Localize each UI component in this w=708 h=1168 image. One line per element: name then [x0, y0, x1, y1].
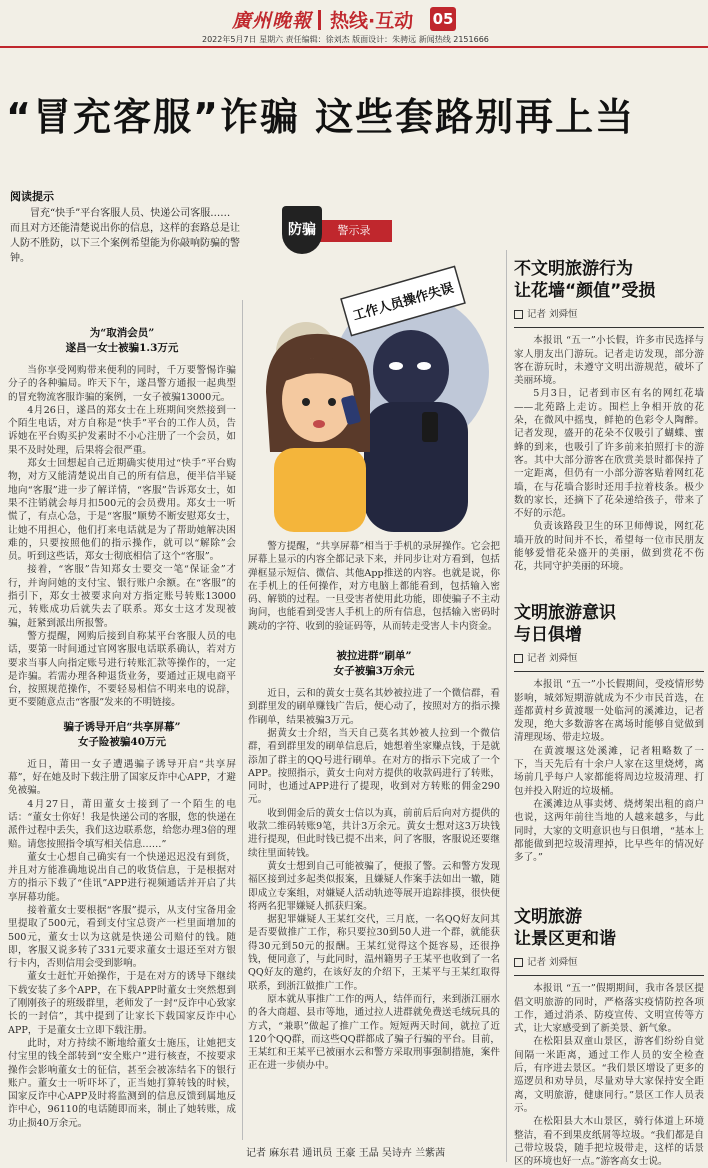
shield-icon: 防骗 — [282, 206, 322, 254]
side-story-title: 文明旅游意识 与日俱增 — [514, 603, 616, 645]
case2-subhead: 骗子诱导开启“共享屏幕” 女子险被骗40万元 — [63, 720, 181, 748]
masthead-meta: 2022年5月7日 星期六 责任编辑：徐刘杰 版面设计：朱骋远 新闻热线 2151666 — [202, 35, 489, 44]
side-story-paragraph: 在溪滩边从事卖烤、烧烤架出租的商户也说，这两年前往当地的人越来越多，与此同时，大家的文明意识也与日俱增，“基本上都能做到把垃圾清理掉，比早些年的情况好多了。” — [514, 798, 704, 864]
side-story-title: 文明旅游 让景区更和谐 — [514, 907, 616, 949]
warning-badge — [282, 206, 402, 258]
side-story-paragraph: 在黄渡堰这处溪滩，记者粗略数了一下，当天先后有十余户人家在这里烧烤，离场前几乎每户人家都能将周边垃圾清理、打包并投入附近的垃圾桶。 — [514, 745, 704, 797]
reading-tip-body: 冒充“快手”平台客服人员、快递公司客服……而且对方还能清楚说出你的信息，这样的套路总是让人防不胜防，以下三个案例希望能为你敲响防骗的警钟。 — [10, 208, 240, 264]
case1-subhead: 为“取消会员” 遂昌一女士被骗1.3万元 — [65, 327, 179, 354]
case2-paragraph: 4月27日，莆田董女士接到了一个陌生的电话：“董女士你好！我是快递公司的客服，您的快递在派件过程中丢失，我们这边联系您，给您办理3倍的理赔。请您按照指令填写相关信息……” — [8, 798, 236, 850]
side-story-reporter — [514, 308, 704, 321]
case3-paragraph: 据黄女士介绍，当天自己莫名其妙被人拉到一个微信群，看到群里发的刷单信息后，她想着坐家赚点钱，于是就添加了群主的QQ号进行刷单。在对方的指示下完成了一个APP。按照指示，黄女士向对方提供的收款码进行了转账，同时，也通过APP进行了提现，收到对方转账的佣金290元。 — [248, 727, 500, 806]
case3-paragraph: 黄女士想到自己可能被骗了，便报了警。云和警方发现福区接到过多起类似报案，且嫌疑人作案手法如出一辙，随即成立专案组，对嫌疑人活动轨迹等展开追踪排摸，很快便将两名犯罪嫌疑人抓获归案。 — [248, 860, 500, 912]
masthead-rule — [0, 46, 708, 48]
reporter-name: 记者 刘舜恒 — [527, 957, 578, 968]
case2-paragraph: 警方提醒，“共享屏幕”相当于手机的录屏操作。它会把屏幕上显示的内容全都记录下来，并同步让对方看到，包括弹框显示短信、微信、其他App推送的内容。也就是说，你在手机上的任何操作，对方电脑上都能看到，包括输入密码、解锁的过程。一旦受害者使用此功能，即使骗子不主动询问，也能看到受害人手机上的所有信息，包括输入密码时跳动的字符、收到的验证码等，从而转走受害人卡内资金。 — [248, 541, 500, 632]
masthead — [0, 0, 708, 44]
title-underline — [514, 975, 704, 976]
case1-paragraph: 警方提醒，网购后接到自称某平台客服人员的电话，要第一时间通过官网客服电话联系确认，若对方要求当事人向指定账号进行转账汇款等操作的，一定是诈骗。若需办理各种退货业务，要通过正规电商平台，按照规范操作，不要轻易相信不明来电的说辞，更不要随意点击“客服”发来的不明链接。 — [8, 630, 236, 709]
case1-paragraph: 当你享受网购带来便利的同时，千万要警惕诈骗分子的各种骗局。昨天下午，遂昌警方通报一起典型的冒充物流客服诈骗的案例，一女子被骗13000元。 — [8, 365, 236, 403]
section-title: 热线·互动 — [330, 10, 414, 32]
side-story-paragraph: 在松阳县大木山景区，骑行体道上环境整洁，看不到果皮纸屑等垃圾。“我们都是自己带垃圾袋，随手把垃圾带走，这样的话景区的环境也好一点。”游客高女士说。 — [514, 1116, 704, 1168]
case3-paragraph: 近日，云和的黄女士莫名其妙被拉进了一个微信群，看到群里发的刷单赚钱广告后，便心动了，按照对方的指示操作刷单，结果被骗3万元。 — [248, 688, 500, 726]
case2-paragraph: 董女士心想自己确实有一个快递迟迟没有到货，并且对方能准确地说出自己的收货信息，于是根据对方的指示下载了“佳讯”APP进行视频通话并开启了共享屏幕功能。 — [8, 851, 236, 903]
case1-paragraph: 接着，“客服”告知郑女士要交一笔“保证金”才行，并询问她的支付宝、银行账户余额。在“客服”的指引下，郑女士被要求向对方指定账号转账13000元，转账成功后就失去了联系。郑女士这才发现被骗，赶紧到派出所报警。 — [8, 564, 236, 629]
side-story-paragraph: 本报讯 “五一”小长假，许多市民选择与家人朋友出门游玩。记者走访发现，部分游客在游玩时，未遵守文明出游规范，破坏了美丽环境。 — [514, 335, 704, 387]
side-story-paragraph: 在松阳县双童山景区，游客们纷纷自觉间隔一米距离，通过工作人员的安全检查后，有序进去景区。“我们景区增设了更多的巡逻员和劝导员，尽量劝导大家保持安全距离，文明旅游，健康同行。”景区工作人员表示。 — [514, 1036, 704, 1114]
reporter-credit: 记者 麻东君 通讯员 王豪 王晶 吴诗卉 兰紫茜 — [246, 1148, 446, 1159]
reporter-name: 记者 刘舜恒 — [527, 309, 578, 320]
sign-text: 工作人员操作失误 — [351, 280, 456, 324]
badge-label: 警示录 — [316, 220, 392, 242]
title-underline — [514, 671, 704, 672]
side-story-reporter — [514, 956, 704, 969]
case3-subhead: 被拉进群“刷单” 女子被骗3万余元 — [333, 650, 415, 678]
side-story-paragraph: 本报讯 “五一”假期期间，我市各景区提倡文明旅游的同时，严格落实疫情防控各项工作，通过消杀、防疫宣传、文明宣传等方式，让大家感受到了新美景、新气象。 — [514, 983, 704, 1035]
column-divider — [242, 300, 243, 1140]
title-underline — [514, 327, 704, 328]
scam-call-illustration — [246, 262, 496, 532]
reporter-box-icon — [514, 310, 523, 319]
case3-paragraph: 原本就从事推广工作的两人，结伴而行，来到浙江丽水的各大商超、县市等地，通过拉人进群就免费送毛绒玩具的方式，“兼职”做起了推广工作。短短两天时间，就拉了近120个QQ群，而这些QQ群都成了骗子行骗的平台。目前，王某红和王某平已被丽水云和警方采取刑事强制措施，案件正在进一步侦办中。 — [248, 993, 500, 1072]
paper-name: 廣州晚報 — [232, 10, 313, 32]
side-story-paragraph: 负责该路段卫生的环卫师傅说，网红花墙开放的时间并不长，希望每一位市民朋友能够爱惜花朵盛开的美丽，做到赏花不伤花，共同守护美丽的环境。 — [514, 521, 704, 573]
reporter-name: 记者 刘舜恒 — [527, 653, 578, 664]
column-divider — [506, 250, 507, 1162]
article-column-left — [8, 316, 236, 1130]
article-column-middle — [248, 540, 500, 1073]
case1-paragraph: 郑女士回想起自己近期确实使用过“快手”平台购物，对方又能清楚说出自己的所有信息，便半信半疑地向“客服”进一步了解详情，“客服”告诉郑女士，如果不注销就会每月扣500元的会员费用。郑女士一听慌了，有点心急，于是“客服”顺势不断安慰郑女士，让她不用担心，他们打来电话就是为了帮助她解决困难的，只要按照他们的指示操作，就可以“解除”会员。听到这些话，郑女士彻底相信了这个“客服”。 — [8, 458, 236, 563]
reading-tip-title: 阅读提示 — [10, 190, 54, 203]
side-story-title: 不文明旅游行为 让花墙“颜值”受损 — [514, 259, 656, 301]
side-story-reporter — [514, 652, 704, 665]
side-story-3 — [514, 906, 704, 1168]
case2-paragraph: 此时，对方持续不断地给董女士施压，让她把支付宝里的钱全部转到“安全账户”进行核查，不按要求操作会影响董女士的征信，甚至会被冻结名下的银行账户。董女士一听吓坏了，正当她打算转钱的时候，国家反诈中心APP及时将监测到的信息反馈到属地反诈中心，96110的电话随即而来，制止了她转账，成功止损40万余元。 — [8, 1037, 236, 1129]
side-story-paragraph: 本报讯 “五一”小长假期间，受疫情形势影响，城郊短期游就成为不少市民首选，在莲都黄村乡黄渡堰一处临河的溪滩边，记者发现，绝大多数游客在离场时能够自觉做到清理现场、带走垃圾。 — [514, 679, 704, 744]
side-story-paragraph: 5月3日，记者到市区有名的网红花墙——北苑路上走访。围栏上争相开放的花朵，在微风中摇曳，鲜艳的色彩令人陶醉。记者发现，盛开的花朵不仅吸引了蝴蝶、蜜蜂的到来，也吸引了许多前来拍照打卡的游客。其中大部分游客在欣赏美景时都保持了一定距离，但仍有一小部分游客贴着网红花墙，在与花墙合影时还用手拉着枝条。极少数的家长，还摘下了花朵递给孩子，带来了不好的示范。 — [514, 388, 704, 520]
case2-paragraph: 接着董女士要根据“客服”提示，从支付宝备用金里提取了500元，看到支付宝总资产一栏里面增加的500元，董女士以为这就是快递公司赔付的钱。随即，客服又说多转了331元要求董女士退还至对方银行卡内，否则信用会受到影响。 — [8, 904, 236, 970]
side-story-1 — [514, 258, 704, 574]
case2-paragraph: 近日，莆田一女子遭遇骗子诱导开启“共享屏幕”，好在她及时下载注册了国家反诈中心APP，才避免被骗。 — [8, 758, 236, 797]
reporter-box-icon — [514, 654, 523, 663]
case1-paragraph: 4月26日，遂昌的郑女士在上班期间突然接到一个陌生电话，对方自称是“快手”平台的工作人员，告诉她在平台购买护发素时不小心注册了一个会员，如果不及时处理，后果将会很严重。 — [8, 404, 236, 456]
page-number: 05 — [430, 7, 456, 31]
masthead-divider — [318, 10, 321, 30]
case2-paragraph: 董女士赶忙开始操作，于是在对方的诱导下继续下载安装了多个APP，在下载APP时董女士突然想到了刚刚孩子的班级群里，老师发了一封“反诈中心致家长的一封信”，其中提到了让家长下载国家反诈中心APP，于是董女士立即下载注册。 — [8, 971, 236, 1036]
case3-paragraph: 收到佣金后的黄女士信以为真，前前后后向对方提供的收款二维码转账9笔，共计3万余元。黄女士想对这3万块钱进行提现，但此时钱已提不出来，问了客服，客服说还要继续往里面转钱。 — [248, 807, 500, 859]
side-story-2 — [514, 602, 704, 864]
reporter-box-icon — [514, 958, 523, 967]
page-headline: “冒充客服”诈骗 这些套路别再上当 — [6, 95, 636, 139]
victim-figure — [266, 334, 370, 532]
case3-paragraph: 据犯罪嫌疑人王某红交代，三月底，一名QQ好友问其是否要做推广工作，称只要拉30到50人进一个群，就能获得30元到50元的报酬。王某红觉得这个挺容易，还很挣钱，便同意了，与此同时，温州籍男子王某平也收到了一名QQ好友的邀约，在该好友的介绍下，王某平与王某红取得联系，到浙江做推广工作。 — [248, 914, 500, 992]
